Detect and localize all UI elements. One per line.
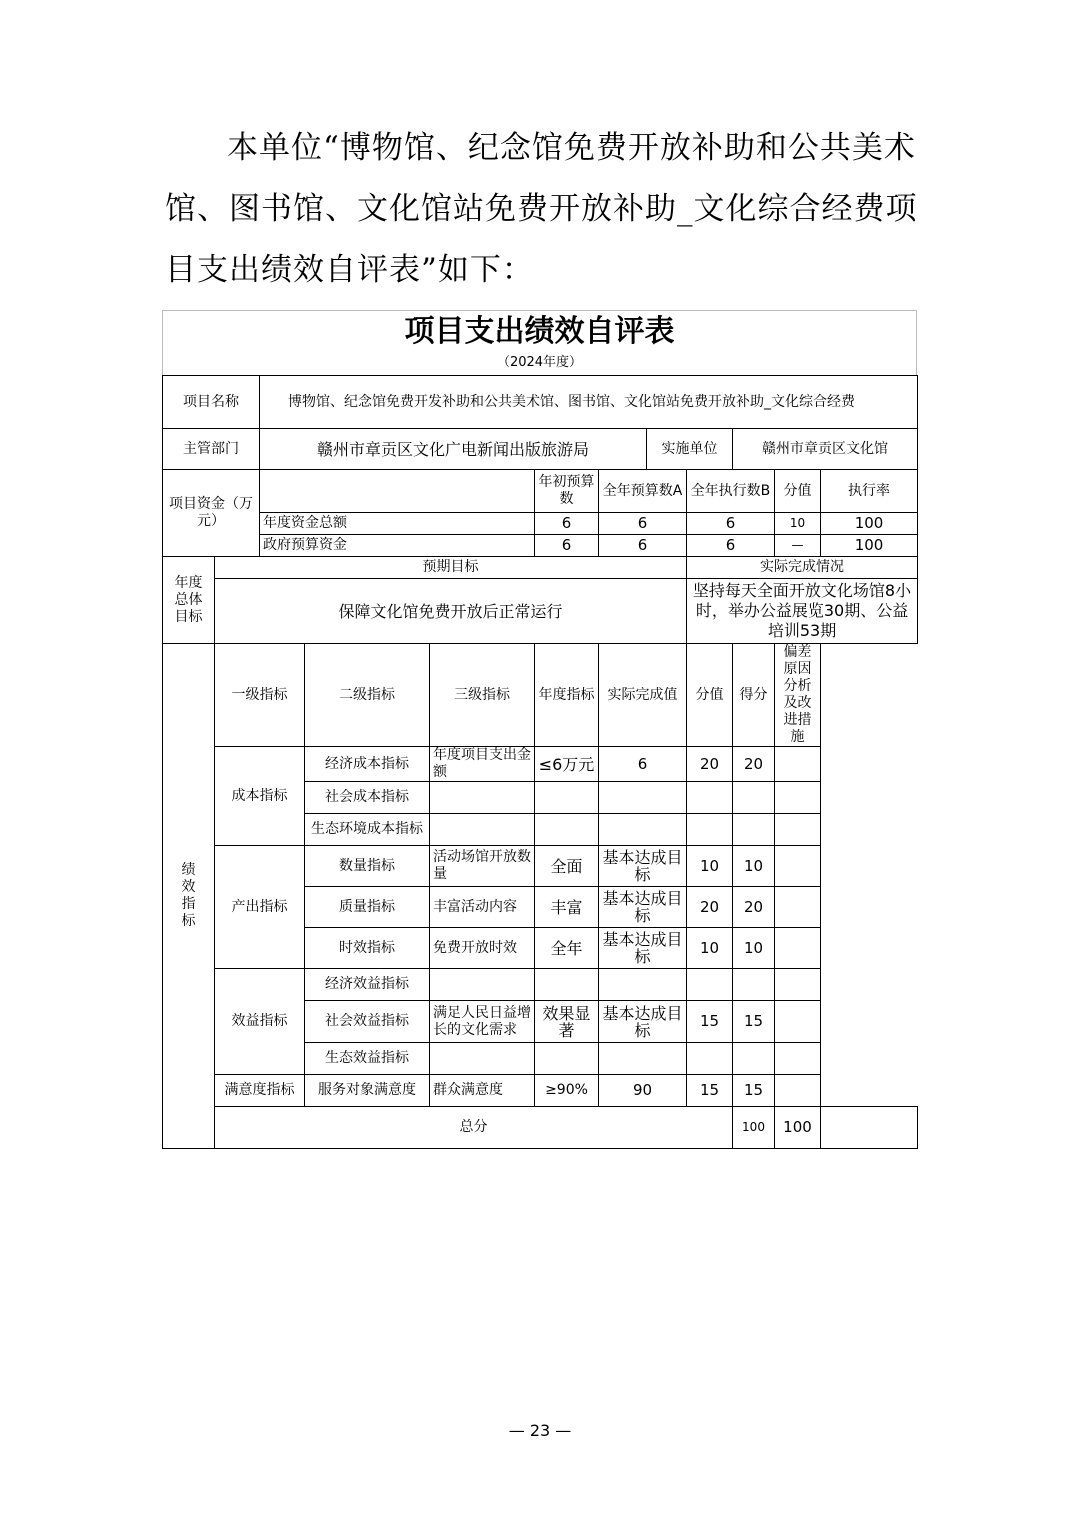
actual-cell: 基本达成目标 (599, 1001, 687, 1043)
got-cell (733, 782, 775, 814)
table-row (163, 557, 918, 579)
got-cell: 10 (733, 928, 775, 969)
score-cell (687, 782, 733, 814)
goal-actual-header: 实际完成情况 (687, 557, 918, 579)
target-cell (535, 969, 599, 1001)
page-number: — 23 — (508, 1421, 572, 1440)
funds-header: 执行率 (821, 470, 918, 513)
target-cell: 全年 (535, 928, 599, 969)
perf-spacer (821, 747, 918, 782)
perf-spacer (821, 846, 918, 887)
table-row (163, 1075, 918, 1107)
target-cell: ≥90% (535, 1075, 599, 1107)
level3-cell: 活动场馆开放数量 (430, 846, 535, 887)
got-cell: 20 (733, 887, 775, 928)
perf-header: 年度指标 (535, 644, 599, 747)
got-cell (733, 1043, 775, 1075)
actual-cell (599, 814, 687, 846)
perf-header: 得分 (733, 644, 775, 747)
table-row (163, 644, 918, 747)
perf-header: 偏差原因分析及改进措施 (775, 644, 821, 747)
funds-label: 项目资金（万元） (163, 470, 260, 557)
actual-cell (599, 1043, 687, 1075)
level2-cell: 服务对象满意度 (305, 1075, 430, 1107)
got-cell (733, 969, 775, 1001)
funds-row-label: 年度资金总额 (260, 513, 535, 535)
remark-cell (775, 846, 821, 887)
target-cell (535, 814, 599, 846)
target-cell (535, 782, 599, 814)
goal-expected-header: 预期目标 (215, 557, 687, 579)
total-label: 总分 (215, 1107, 733, 1149)
total-got: 100 (775, 1107, 821, 1149)
performance-table-container (162, 310, 917, 1149)
target-cell: 效果显著 (535, 1001, 599, 1043)
score-cell (687, 969, 733, 1001)
performance-table (162, 375, 918, 1149)
perf-label: 绩效指标 (163, 644, 215, 1149)
actual-cell: 90 (599, 1075, 687, 1107)
table-row (163, 969, 918, 1001)
funds-cell: 6 (599, 535, 687, 557)
table-row (163, 846, 918, 887)
dept-label: 主管部门 (163, 429, 260, 470)
score-cell: 20 (687, 887, 733, 928)
total-remark (821, 1107, 918, 1149)
level3-cell (430, 814, 535, 846)
actual-cell (599, 969, 687, 1001)
perf-spacer (821, 1001, 918, 1043)
level3-cell: 年度项目支出金额 (430, 747, 535, 782)
remark-cell (775, 1075, 821, 1107)
perf-spacer (821, 644, 918, 747)
unit-value: 赣州市章贡区文化馆 (733, 429, 918, 470)
funds-cell: — (775, 535, 821, 557)
unit-label: 实施单位 (647, 429, 733, 470)
dept-value: 赣州市章贡区文化广电新闻出版旅游局 (260, 429, 647, 470)
score-cell (687, 1043, 733, 1075)
perf-header: 实际完成值 (599, 644, 687, 747)
perf-spacer (821, 928, 918, 969)
table-row (163, 376, 918, 429)
funds-cell: 10 (775, 513, 821, 535)
intro-paragraph: 本单位“博物馆、纪念馆免费开放补助和公共美术馆、图书馆、文化馆站免费开放补助_文化综合经费项目支出绩效自评表”如下： (165, 130, 918, 288)
level1-cost: 成本指标 (215, 747, 305, 846)
funds-cell: 6 (535, 535, 599, 557)
level1-output: 产出指标 (215, 846, 305, 969)
goal-expected: 保障文化馆免费开放后正常运行 (215, 579, 687, 644)
target-cell: ≤6万元 (535, 747, 599, 782)
level2-cell: 经济成本指标 (305, 747, 430, 782)
got-cell: 15 (733, 1075, 775, 1107)
project-name-label: 项目名称 (163, 376, 260, 429)
level2-cell: 经济效益指标 (305, 969, 430, 1001)
funds-cell: 6 (687, 535, 775, 557)
level3-cell: 免费开放时效 (430, 928, 535, 969)
got-cell (733, 814, 775, 846)
remark-cell (775, 814, 821, 846)
level2-cell: 质量指标 (305, 887, 430, 928)
perf-spacer (821, 887, 918, 928)
score-cell: 10 (687, 928, 733, 969)
perf-spacer (821, 1075, 918, 1107)
got-cell: 10 (733, 846, 775, 887)
level3-cell (430, 969, 535, 1001)
table-row (163, 535, 918, 557)
funds-header: 分值 (775, 470, 821, 513)
remark-cell (775, 887, 821, 928)
actual-cell: 基本达成目标 (599, 887, 687, 928)
score-cell (687, 814, 733, 846)
table-row (163, 429, 918, 470)
table-row (163, 747, 918, 782)
actual-cell: 基本达成目标 (599, 928, 687, 969)
funds-header: 全年执行数B (687, 470, 775, 513)
remark-cell (775, 1043, 821, 1075)
level1-benefit: 效益指标 (215, 969, 305, 1075)
perf-spacer (821, 969, 918, 1001)
target-cell: 全面 (535, 846, 599, 887)
actual-cell: 6 (599, 747, 687, 782)
score-cell: 15 (687, 1075, 733, 1107)
level2-cell: 社会效益指标 (305, 1001, 430, 1043)
score-cell: 15 (687, 1001, 733, 1043)
table-year: （2024年度） (162, 351, 917, 375)
funds-cell: 100 (821, 513, 918, 535)
perf-header: 一级指标 (215, 644, 305, 747)
level3-cell: 满足人民日益增长的文化需求 (430, 1001, 535, 1043)
got-cell: 15 (733, 1001, 775, 1043)
funds-cell: 6 (599, 513, 687, 535)
table-row (163, 579, 918, 644)
score-cell: 20 (687, 747, 733, 782)
actual-cell: 基本达成目标 (599, 846, 687, 887)
perf-header: 二级指标 (305, 644, 430, 747)
level2-cell: 时效指标 (305, 928, 430, 969)
table-row (163, 470, 918, 513)
score-cell: 10 (687, 846, 733, 887)
level3-cell: 群众满意度 (430, 1075, 535, 1107)
target-cell (535, 1043, 599, 1075)
actual-cell (599, 782, 687, 814)
funds-header: 年初预算数 (535, 470, 599, 513)
total-score: 100 (733, 1107, 775, 1149)
remark-cell (775, 969, 821, 1001)
level2-cell: 数量指标 (305, 846, 430, 887)
table-row (163, 1107, 918, 1149)
funds-cell: 6 (535, 513, 599, 535)
level1-satisfaction: 满意度指标 (215, 1075, 305, 1107)
goal-label: 年度总体目标 (163, 557, 215, 644)
level3-cell (430, 1043, 535, 1075)
remark-cell (775, 1001, 821, 1043)
level3-cell (430, 782, 535, 814)
got-cell: 20 (733, 747, 775, 782)
remark-cell (775, 782, 821, 814)
remark-cell (775, 747, 821, 782)
perf-spacer (821, 782, 918, 814)
level2-cell: 生态环境成本指标 (305, 814, 430, 846)
funds-cell: 6 (687, 513, 775, 535)
perf-header: 分值 (687, 644, 733, 747)
funds-header: 全年预算数A (599, 470, 687, 513)
funds-cell: 100 (821, 535, 918, 557)
target-cell: 丰富 (535, 887, 599, 928)
goal-actual: 坚持每天全面开放文化场馆8小时，举办公益展览30期、公益培训53期 (687, 579, 918, 644)
project-name-value: 博物馆、纪念馆免费开发补助和公共美术馆、图书馆、文化馆站免费开放补助_文化综合经费 (260, 376, 918, 429)
perf-header: 三级指标 (430, 644, 535, 747)
level2-cell: 社会成本指标 (305, 782, 430, 814)
remark-cell (775, 928, 821, 969)
level3-cell: 丰富活动内容 (430, 887, 535, 928)
perf-spacer (821, 1043, 918, 1075)
table-title: 项目支出绩效自评表 (162, 310, 917, 351)
table-row (163, 513, 918, 535)
perf-spacer (821, 814, 918, 846)
funds-blank-cell (260, 470, 535, 513)
level2-cell: 生态效益指标 (305, 1043, 430, 1075)
funds-row-label: 政府预算资金 (260, 535, 535, 557)
